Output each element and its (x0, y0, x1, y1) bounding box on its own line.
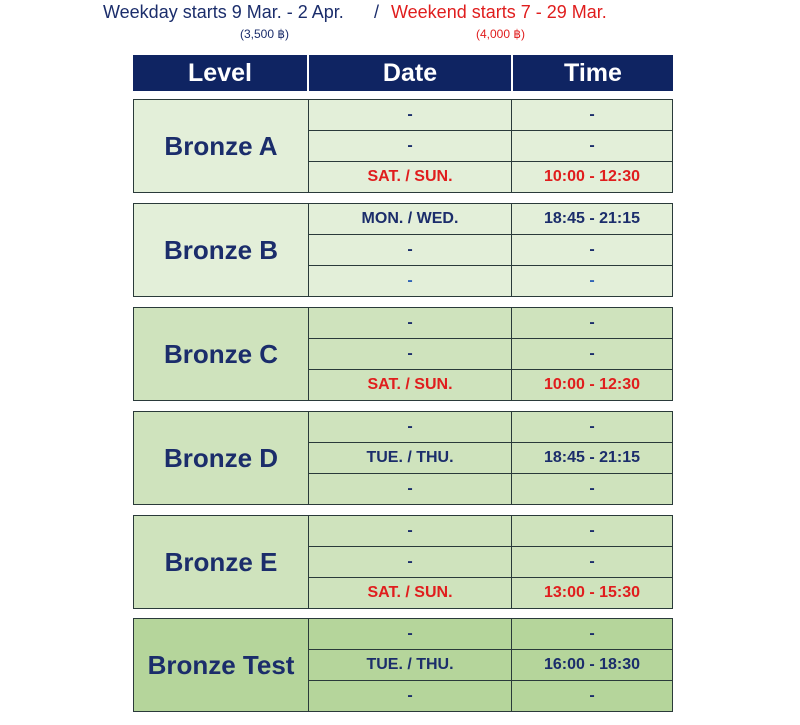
time-cell: - (589, 480, 595, 497)
date-cell: - (309, 235, 512, 265)
date-cell: - (309, 619, 512, 649)
time-cell: - (589, 106, 595, 123)
time-cell: 16:00 - 18:30 (543, 656, 641, 673)
level-block-bronze-e (133, 515, 673, 609)
level-name: Bronze D (134, 412, 309, 504)
level-name: Bronze E (134, 516, 309, 608)
level-block-bronze-test (133, 618, 673, 712)
date-cell: - (309, 474, 512, 504)
schedule-row (309, 308, 672, 339)
time-cell: - (589, 272, 595, 289)
date-cell: - (309, 131, 512, 161)
column-header-date: Date (309, 55, 513, 91)
schedule-row (309, 131, 672, 162)
schedule-row (309, 370, 672, 400)
schedule-row (309, 339, 672, 370)
schedule-row (309, 235, 672, 266)
weekend-schedule-text: Weekend starts 7 - 29 Mar. (391, 2, 607, 22)
date-cell: SAT. / SUN. (309, 162, 512, 192)
date-cell: - (309, 339, 512, 369)
level-block-bronze-a (133, 99, 673, 193)
schedule-row (309, 547, 672, 578)
schedule-row (309, 204, 672, 235)
weekday-price: (3,500 ฿) (240, 27, 289, 41)
date-cell: - (309, 516, 512, 546)
time-cell: 18:45 - 21:15 (543, 210, 641, 227)
schedule-row (309, 681, 672, 711)
time-cell: 10:00 - 12:30 (543, 376, 641, 393)
time-cell: - (589, 522, 595, 539)
level-name: Bronze A (134, 100, 309, 192)
date-cell: - (309, 681, 512, 711)
date-cell: - (309, 266, 512, 296)
date-cell: TUE. / THU. (309, 443, 512, 473)
level-block-bronze-c (133, 307, 673, 401)
schedule-row (309, 100, 672, 131)
time-cell: - (589, 241, 595, 258)
schedule-row (309, 619, 672, 650)
time-cell: - (589, 418, 595, 435)
date-cell: MON. / WED. (309, 204, 512, 234)
date-cell: - (309, 100, 512, 130)
level-block-bronze-d (133, 411, 673, 505)
time-cell: 18:45 - 21:15 (543, 449, 641, 466)
level-block-bronze-b (133, 203, 673, 297)
time-cell: - (589, 553, 595, 570)
level-name: Bronze C (134, 308, 309, 400)
schedule-row (309, 266, 672, 296)
weekend-price: (4,000 ฿) (476, 27, 525, 41)
date-cell: - (309, 547, 512, 577)
weekday-schedule-text: Weekday starts 9 Mar. - 2 Apr. (103, 2, 344, 22)
level-name: Bronze Test (134, 619, 309, 711)
date-cell: - (309, 412, 512, 442)
table-header (133, 55, 673, 91)
schedule-row (309, 162, 672, 192)
column-header-level: Level (133, 55, 309, 91)
date-cell: - (309, 308, 512, 338)
time-cell: 10:00 - 12:30 (543, 168, 641, 185)
time-cell: - (589, 137, 595, 154)
time-cell: - (589, 314, 595, 331)
time-cell: 13:00 - 15:30 (543, 584, 641, 601)
date-cell: SAT. / SUN. (309, 578, 512, 608)
schedule-row (309, 650, 672, 681)
schedule-row (309, 443, 672, 474)
schedule-row (309, 578, 672, 608)
schedule-row (309, 412, 672, 443)
column-header-time: Time (513, 55, 673, 91)
time-cell: - (589, 345, 595, 362)
level-name: Bronze B (134, 204, 309, 296)
time-cell: - (589, 625, 595, 642)
time-cell: - (589, 687, 595, 704)
schedule-row (309, 474, 672, 504)
header-separator: / (374, 2, 380, 22)
date-cell: TUE. / THU. (309, 650, 512, 680)
schedule-row (309, 516, 672, 547)
date-cell: SAT. / SUN. (309, 370, 512, 400)
